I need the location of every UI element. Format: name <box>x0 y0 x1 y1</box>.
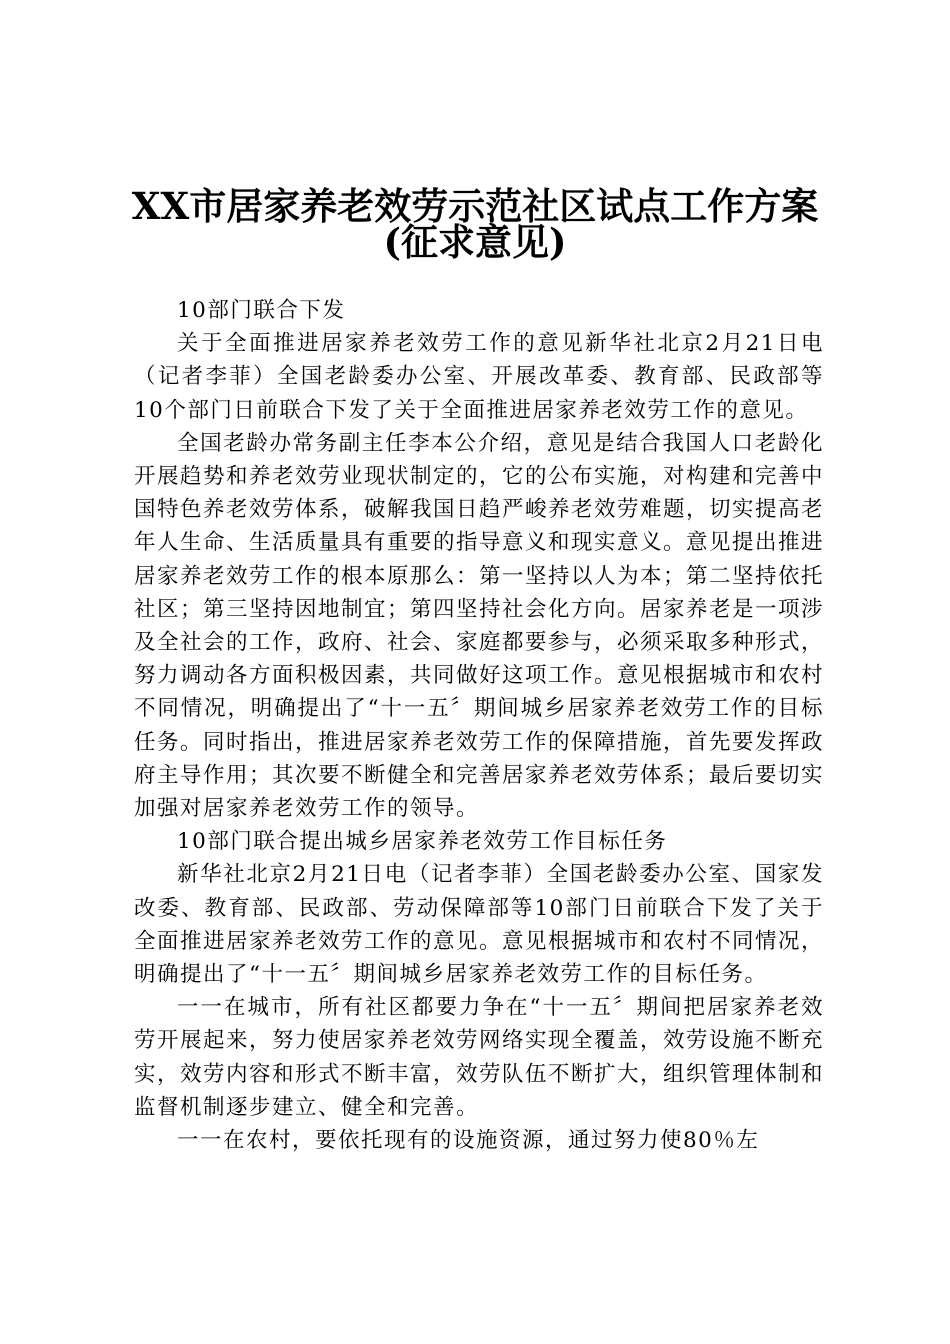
paragraph-heading-1: 10部门联合下发 <box>177 298 346 323</box>
paragraph: 一一在农村，要依托现有的设施资源，通过努力使80％左 <box>177 1128 760 1154</box>
document-title: XX市居家养老效劳示范社区试点工作方案 <box>131 184 819 228</box>
paragraph: 关于全面推进居家养老效劳工作的意见新华社北京2月21日电（记者李菲）全国老龄委办公室、开展改革委、教育部、民政部等10个部门日前联合下发了关于全面推进居家养老效劳工作的意见。 <box>134 331 824 423</box>
paragraph: 全国老龄办常务副主任李本公介绍，意见是结合我国人口老龄化开展趋势和养老效劳业现状制定的，它的公布实施，对构建和完善中国特色养老效劳体系，破解我国日趋严峻养老效劳难题，切实提高老年人生命、生活质量具有重要的指导意义和现实意义。意见提出推进居家养老效劳工作的根本原那么：第一坚持以人为本；第二坚持依托社区；第三坚持因地制宜；第四坚持社会化方向。居家养老是一项涉及全社会的工作，政府、社会、家庭都要参与，必须采取多种形式，努力调动各方面积极因素，共同做好这项工作。意见根据城市和农村不同情况，明确提出了“十一五〞期间城乡居家养老效劳工作的目标任务。同时指出，推进居家养老效劳工作的保障措施，首先要发挥政府主导作用；其次要不断健全和完善居家养老效劳体系；最后要切实加强对居家养老效劳工作的领导。 <box>134 430 825 822</box>
paragraph: 新华社北京2月21日电（记者李菲）全国老龄委办公室、国家发改委、教育部、民政部、劳动保障部等10部门日前联合下发了关于全面推进居家养老效劳工作的意见。意见根据城市和农村不同情况，明确提出了“十一五〞期间城乡居家养老效劳工作的目标任务。 <box>134 862 825 988</box>
document-subtitle: (征求意见) <box>383 220 567 264</box>
document-body <box>134 294 824 1157</box>
paragraph-heading-2: 10部门联合提出城乡居家养老效劳工作目标任务 <box>177 829 668 855</box>
paragraph: 一一在城市，所有社区都要力争在“十一五〞期间把居家养老效劳开展起来，努力使居家养老效劳网络实现全覆盖，效劳设施不断充实，效劳内容和形式不断丰富，效劳队伍不断扩大，组织管理体制和监督机制逐步建立、健全和完善。 <box>134 995 825 1120</box>
